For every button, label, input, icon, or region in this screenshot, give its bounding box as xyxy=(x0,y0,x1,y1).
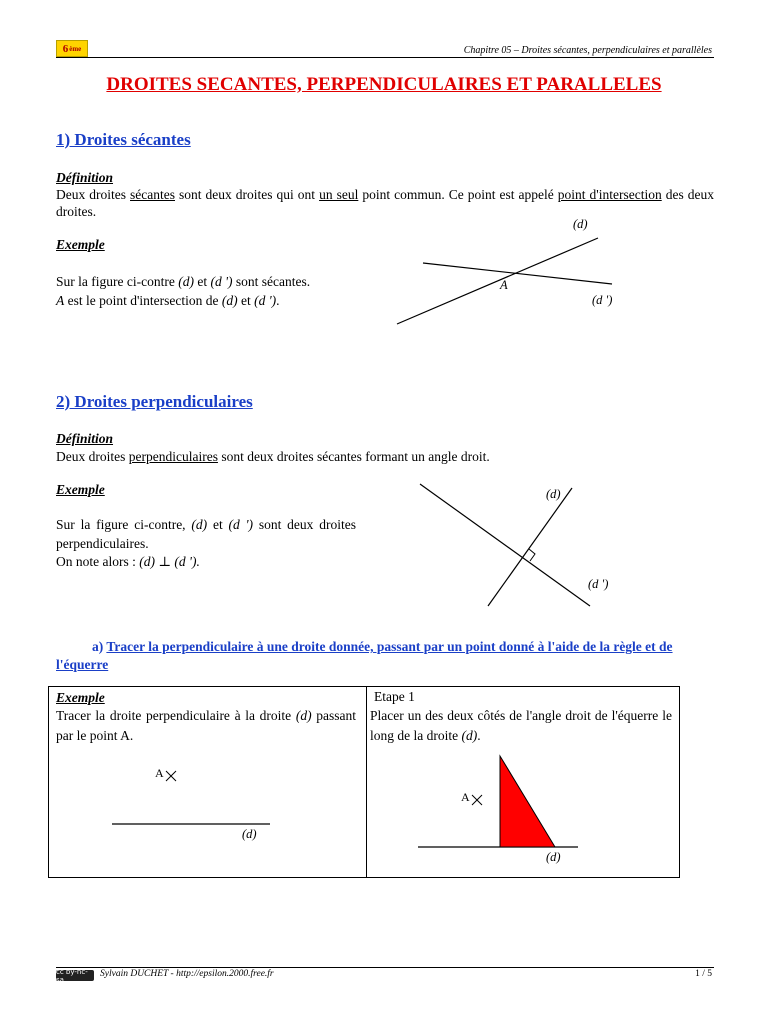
figure-secantes xyxy=(397,217,612,324)
s1-def-term-un-seul: un seul xyxy=(319,187,359,202)
fig2-line-d xyxy=(488,488,572,606)
s2-def-text-2: sont deux droites sécantes formant un angle droit. xyxy=(217,449,490,464)
subsection-a-label: a) xyxy=(92,639,107,654)
fig1-label-a: A xyxy=(500,278,508,292)
fig1-label-dprime: (d ') xyxy=(592,293,613,307)
chapter-header: Chapitre 05 – Droites sécantes, perpendiculaires et parallèles xyxy=(463,45,712,56)
table-right-fig-d: (d) xyxy=(546,850,561,864)
set-square-icon xyxy=(500,756,555,847)
s1-def-term-secantes: sécantes xyxy=(130,187,175,202)
s1-ex-et: et xyxy=(193,274,211,289)
footer-author: Sylvain DUCHET - http://epsilon.2000.free.fr xyxy=(100,969,274,979)
table-right-d: (d) xyxy=(461,728,478,743)
s1-ex-text-1: Sur la figure ci-contre xyxy=(56,274,179,289)
s2-ex-d: (d) xyxy=(191,517,208,532)
s1-ex-text-2: sont sécantes. xyxy=(232,274,311,289)
s2-def-term-perpendiculaires: perpendiculaires xyxy=(128,449,218,464)
fig2-label-dprime: (d ') xyxy=(588,577,609,591)
s1-def-text-1: Deux droites xyxy=(56,187,131,202)
s1-ex-d: (d) xyxy=(178,274,194,289)
table-right-point-label: A xyxy=(461,790,470,804)
figure-perpendiculaires xyxy=(420,484,608,606)
s1-ex-point-a: A xyxy=(56,293,65,308)
s2-ex-dprime: (d ') xyxy=(228,517,254,532)
section-1-title: 1) Droites sécantes xyxy=(56,130,191,149)
s1-ex-end: . xyxy=(276,293,280,308)
table-right-label: Etape 1 xyxy=(374,689,415,704)
fig1-label-d: (d) xyxy=(573,217,588,231)
s1-def-text-2: sont deux droites qui ont xyxy=(175,187,320,202)
s2-ex-text-2: sont deux droites perpendiculaires. xyxy=(56,517,356,551)
table-left-text-2: passant par le point A. xyxy=(56,708,356,743)
fig1-line-dprime xyxy=(423,263,612,284)
table-left-label: Exemple xyxy=(56,690,105,705)
footer-divider xyxy=(56,967,714,968)
s2-ex-text-1: Sur la figure ci-contre, xyxy=(56,517,192,532)
s2-ex-notation: (d) ⊥ (d '). xyxy=(139,554,200,569)
s1-ex-text-3: est le point d'intersection de xyxy=(64,293,222,308)
table-left-fig-d: (d) xyxy=(242,827,257,841)
s1-ex-dprime-2: (d ') xyxy=(254,293,277,308)
s1-ex-dprime: (d ') xyxy=(210,274,233,289)
table-left-text-1: Tracer la droite perpendiculaire à la droite xyxy=(56,708,296,723)
page-title: DROITES SECANTES, PERPENDICULAIRES ET PARALLELES xyxy=(106,74,662,95)
subsection-a-text: Tracer la perpendiculaire à une droite donnée, passant par un point donné à l'aide de la règle et de l'équerre xyxy=(56,639,673,672)
s2-def-text-1: Deux droites xyxy=(56,449,129,464)
table-right-point-cross xyxy=(472,795,482,805)
s2-definition-label: Définition xyxy=(56,431,114,446)
s1-def-text-3: point commun. Ce point est appelé xyxy=(358,187,558,202)
s2-example-label: Exemple xyxy=(56,482,105,497)
fig2-label-d: (d) xyxy=(546,487,561,501)
s1-def-text-4: des deux droites. xyxy=(56,187,714,219)
s1-example-label: Exemple xyxy=(56,237,105,252)
figure-table-left xyxy=(112,766,270,841)
s1-ex-et-2: et xyxy=(237,293,255,308)
section-2-title: 2) Droites perpendiculaires xyxy=(56,392,253,411)
s1-def-term-point-intersection: point d'intersection xyxy=(557,187,662,202)
table-right-text-2: . xyxy=(477,728,481,743)
fig2-right-angle-mark xyxy=(529,549,535,561)
cc-license-icon: cc by-nc-sa xyxy=(56,970,94,981)
grade-sup: ème xyxy=(69,44,82,53)
s1-ex-d-2: (d) xyxy=(221,293,238,308)
table-right-text-1: Placer un des deux côtés de l'angle droit de l'équerre le long de la droite xyxy=(370,708,672,743)
fig2-line-dprime xyxy=(420,484,590,606)
table-left-d: (d) xyxy=(295,708,312,723)
grade-number: 6 xyxy=(62,42,69,55)
s1-definition-label: Définition xyxy=(56,170,114,185)
table-left-point-cross xyxy=(166,771,176,781)
s2-ex-et: et xyxy=(207,517,229,532)
s2-ex-text-3: On note alors : xyxy=(56,554,140,569)
fig1-line-d xyxy=(397,238,598,324)
table-left-point-label: A xyxy=(155,766,164,780)
page-number: 1 / 5 xyxy=(695,969,712,979)
figure-table-right xyxy=(418,756,578,864)
